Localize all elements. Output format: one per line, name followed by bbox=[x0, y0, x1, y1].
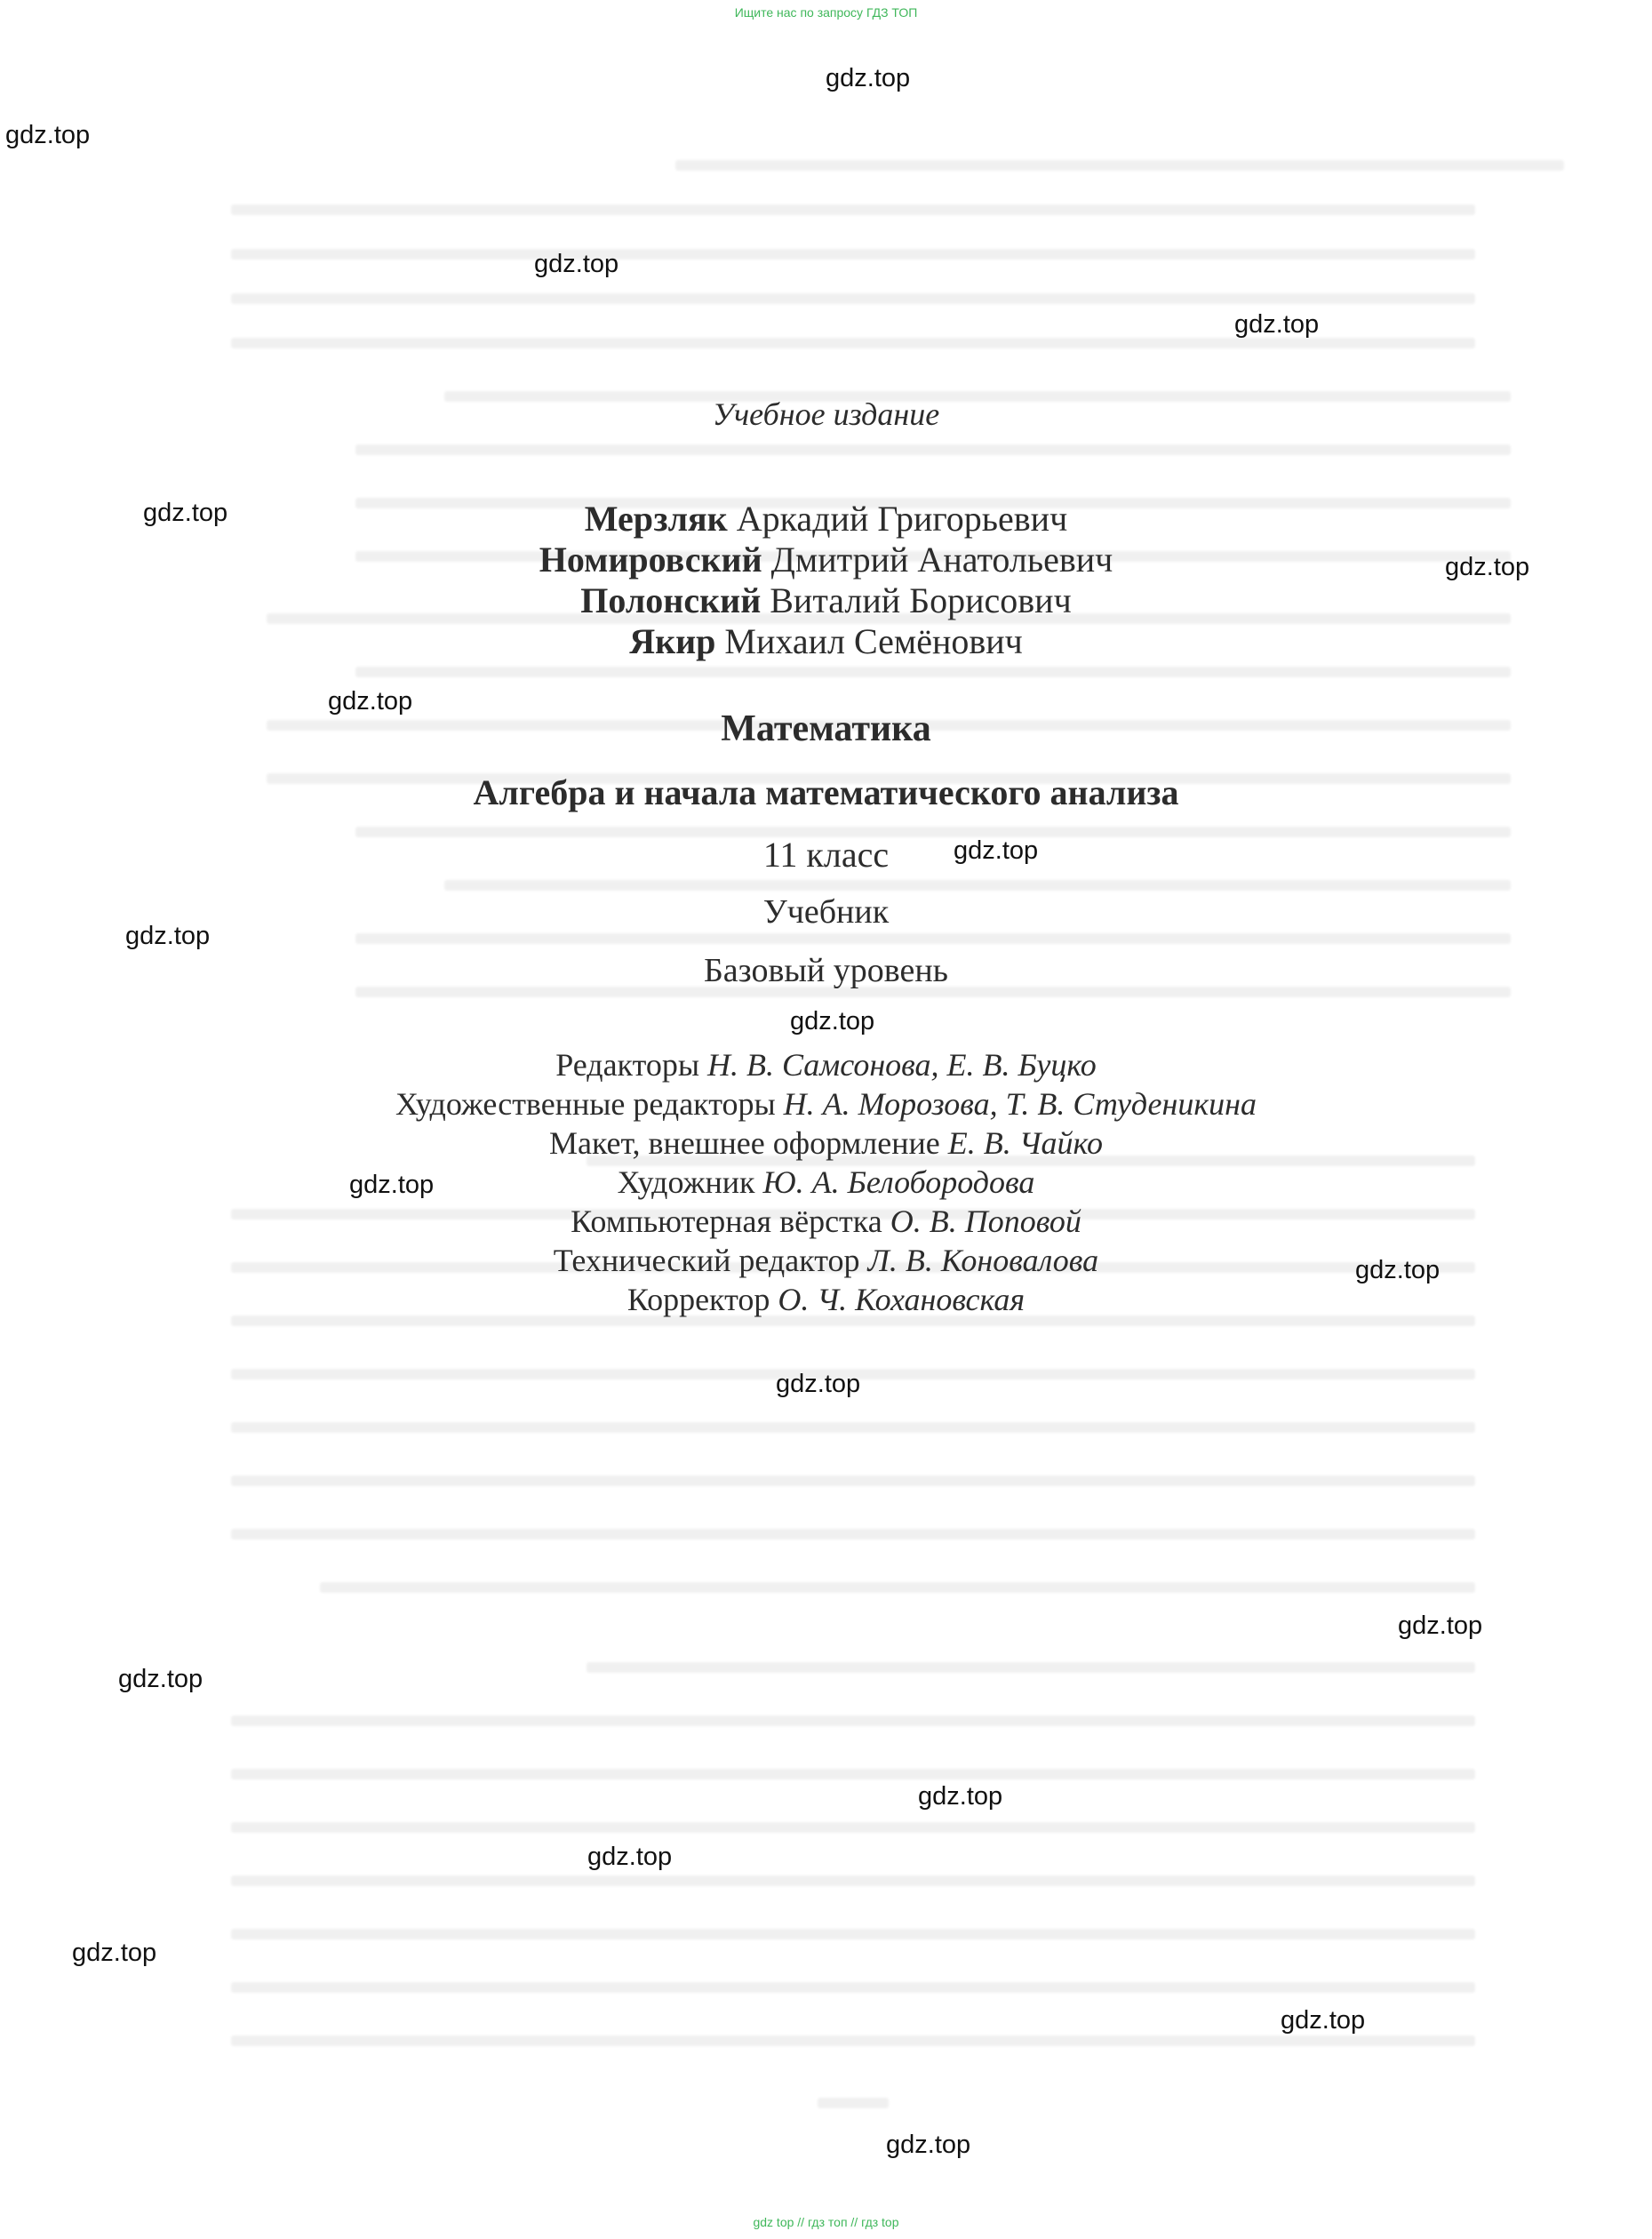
watermark: gdz.top bbox=[72, 1939, 157, 1967]
watermark: gdz.top bbox=[587, 1843, 673, 1871]
watermark: gdz.top bbox=[1355, 1256, 1441, 1284]
credit-role: Художественные редакторы bbox=[395, 1086, 776, 1122]
author-surname: Полонский bbox=[580, 580, 762, 620]
author-line bbox=[0, 540, 1652, 580]
watermark: gdz.top bbox=[776, 1370, 861, 1398]
watermark: gdz.top bbox=[918, 1782, 1003, 1811]
watermark: gdz.top bbox=[125, 922, 211, 950]
watermark: gdz.top bbox=[1281, 2006, 1366, 2035]
credit-role: Редакторы bbox=[555, 1047, 700, 1083]
authors-list bbox=[0, 499, 1652, 662]
watermark: gdz.top bbox=[1398, 1611, 1483, 1640]
credit-names: Ю. А. Белобородова bbox=[762, 1164, 1035, 1200]
credit-names: О. Ч. Кохановская bbox=[778, 1282, 1026, 1317]
watermark: gdz.top bbox=[349, 1171, 435, 1199]
credit-line bbox=[0, 1123, 1652, 1163]
author-line bbox=[0, 499, 1652, 540]
credit-line bbox=[0, 1202, 1652, 1241]
author-surname: Мерзляк bbox=[584, 499, 728, 539]
author-line bbox=[0, 621, 1652, 662]
credit-role: Технический редактор bbox=[553, 1243, 860, 1278]
credit-line bbox=[0, 1163, 1652, 1202]
watermark: gdz.top bbox=[954, 836, 1039, 865]
watermark: gdz.top bbox=[1445, 553, 1530, 581]
credit-role: Художник bbox=[617, 1164, 755, 1200]
grade-label: 11 класс bbox=[762, 835, 890, 875]
credit-role: Макет, внешнее оформление bbox=[548, 1125, 940, 1161]
credit-names: Л. В. Коновалова bbox=[867, 1243, 1099, 1278]
edition-subtitle: Учебное издание bbox=[712, 396, 940, 432]
book-subtitle: Алгебра и начала математического анализа bbox=[473, 772, 1179, 812]
credit-role: Компьютерная вёрстка bbox=[571, 1203, 882, 1239]
author-surname: Номировский bbox=[539, 540, 762, 580]
watermark: gdz.top bbox=[1234, 310, 1320, 339]
credit-line bbox=[0, 1084, 1652, 1123]
watermark: gdz.top bbox=[826, 64, 911, 92]
credit-names: О. В. Поповой bbox=[890, 1203, 1081, 1239]
bottom-banner: gdz top // гдз топ // гдз top bbox=[753, 2215, 899, 2229]
author-line bbox=[0, 580, 1652, 621]
watermark: gdz.top bbox=[143, 499, 228, 527]
author-given-name: Михаил Семёнович bbox=[724, 621, 1023, 661]
top-banner: Ищите нас по запросу ГДЗ ТОП bbox=[734, 5, 918, 20]
book-title: Математика bbox=[721, 708, 931, 749]
watermark: gdz.top bbox=[790, 1007, 875, 1036]
author-given-name: Аркадий Григорьевич bbox=[736, 499, 1068, 539]
watermark: gdz.top bbox=[118, 1665, 204, 1693]
level-label: Базовый уровень bbox=[703, 952, 949, 989]
credit-names: Н. В. Самсонова, Е. В. Буцко bbox=[707, 1047, 1097, 1083]
watermark: gdz.top bbox=[886, 2131, 971, 2159]
watermark: gdz.top bbox=[5, 121, 91, 149]
author-surname: Якир bbox=[629, 621, 716, 661]
watermark: gdz.top bbox=[328, 687, 413, 716]
author-given-name: Виталий Борисович bbox=[770, 580, 1072, 620]
watermark: gdz.top bbox=[534, 250, 619, 278]
credit-line bbox=[0, 1280, 1652, 1319]
credit-names: Е. В. Чайко bbox=[947, 1125, 1104, 1161]
credit-names: Н. А. Морозова, Т. В. Студеникина bbox=[783, 1086, 1257, 1122]
credit-line bbox=[0, 1045, 1652, 1084]
author-given-name: Дмитрий Анатольевич bbox=[770, 540, 1113, 580]
credit-role: Корректор bbox=[626, 1282, 770, 1317]
book-type: Учебник bbox=[762, 893, 890, 931]
